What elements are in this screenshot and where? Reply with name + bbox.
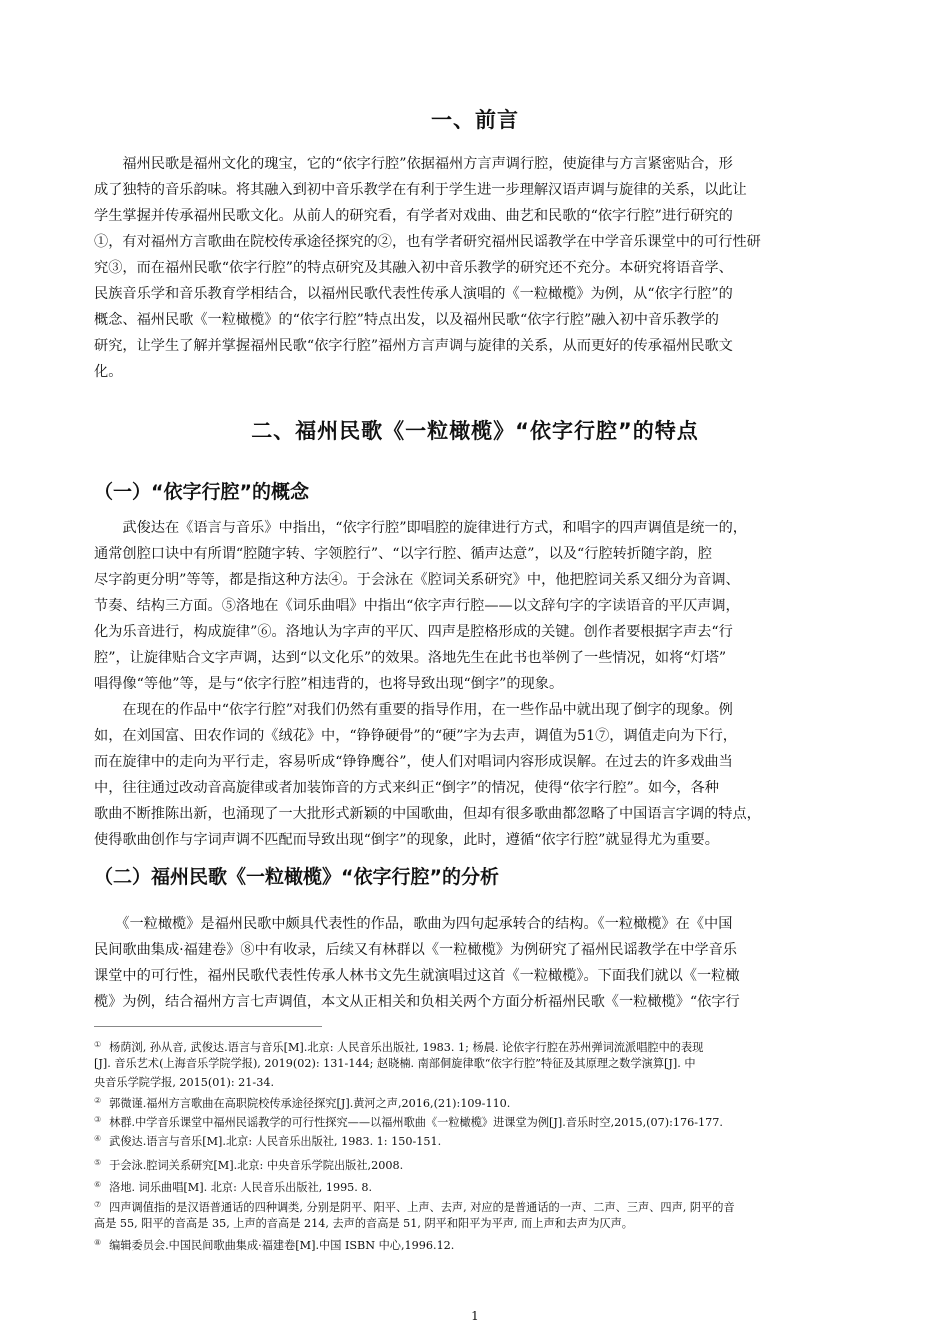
footnote-separator — [94, 1026, 322, 1027]
footnote-3 — [94, 1110, 864, 1129]
footnote-text: [J]. 音乐艺术(上海音乐学院学报), 2019(02): 131-144; 赵晓楠. 南部侗旋律歌“依字行腔”特征及其原理之数学演算[J]. 中 — [94, 1057, 696, 1070]
footnote-text: 于会泳.腔词关系研究[M].北京: 中央音乐学院出版社,2008. — [109, 1159, 404, 1172]
text-line: 歌曲不断推陈出新，也涌现了一大批形式新颖的中国歌曲，但却有很多歌曲都忽略了中国语言字调的特点， — [94, 806, 761, 822]
text-line: 成了独特的音乐韵味。将其融入到初中音乐教学在有利于学生进一步理解汉语声调与旋律的关系，以此让 — [94, 182, 747, 198]
footnote-mark: ⑧ — [94, 1238, 102, 1247]
footnote-mark: ⑥ — [94, 1180, 102, 1189]
text-line: 概念、福州民歌《一粒橄榄》的“依字行腔”特点出发，以及福州民歌“依字行腔”融入初中音乐教学的 — [94, 312, 719, 328]
text-line: 究③，而在福州民歌“依字行腔”的特点研究及其融入初中音乐教学的研究还不充分。本研究将语音学、 — [94, 260, 733, 276]
footnote-text: 杨荫浏, 孙从音, 武俊达.语言与音乐[M].北京: 人民音乐出版社, 1983. 1; 杨晨. 论依字行腔在苏州弹词流派唱腔中的表现 — [109, 1041, 704, 1054]
text-line: 在现在的作品中“依字行腔”对我们仍然有重要的指导作用，在一些作品中就出现了倒字的现象。例 — [94, 702, 733, 718]
footnote-text: 高是 55, 阳平的音高是 35, 上声的音高是 214, 去声的音高是 51, 阴平和阳平为平声, 而上声和去声为仄声。 — [94, 1217, 633, 1230]
text-line: 中，往往通过改动音高旋律或者加装饰音的方式来纠正“倒字”的情况，使得“依字行腔”。如今，各种 — [94, 780, 719, 796]
text-line: 《一粒橄榄》是福州民歌中颇具代表性的作品，歌曲为四句起承转合的结构。《一粒橄榄》在《中国 — [94, 916, 733, 932]
text-line: 福州民歌是福州文化的瑰宝，它的“依字行腔”依据福州方言声调行腔，使旋律与方言紧密贴合，形 — [94, 156, 733, 172]
footnote-text: 洛地. 词乐曲唱[M]. 北京: 人民音乐出版社, 1995. 8. — [109, 1181, 373, 1194]
text-line: 而在旋律中的走向为平行走，容易听成“铮铮鹰谷”，使人们对唱词内容形成误解。在过去的许多戏曲当 — [94, 754, 733, 770]
text-line: 民间歌曲集成·福建卷》⑧中有收录，后续又有林群以《一粒橄榄》为例研究了福州民谣教学在中学音乐 — [94, 942, 737, 958]
footnote-mark: ② — [94, 1096, 102, 1105]
footnote-8 — [94, 1233, 864, 1252]
subsection-heading-analysis: （二）福州民歌《一粒橄榄》“依字行腔”的分析 — [94, 866, 499, 888]
text-line: 化。 — [94, 364, 123, 380]
section-heading-preface: 一、前言 — [431, 108, 519, 132]
footnote-2 — [94, 1091, 864, 1110]
footnote-text: 四声调值指的是汉语普通话的四种调类, 分别是阴平、阳平、上声、去声, 对应的是普通话的一声、二声、三声、四声, 阴平的音 — [109, 1201, 735, 1214]
footnote-6 — [94, 1175, 864, 1194]
footnote-7 — [94, 1195, 864, 1233]
footnote-text: 武俊达.语言与音乐[M].北京: 人民音乐出版社, 1983. 1: 150-151. — [109, 1135, 442, 1148]
subsection-heading-concept: （一）“依字行腔”的概念 — [94, 481, 309, 503]
paragraph-concept-1 — [94, 515, 858, 697]
paragraph-analysis — [94, 911, 858, 1015]
footnote-mark: ⑤ — [94, 1158, 102, 1167]
footnote-5 — [94, 1153, 864, 1172]
footnote-text: 央音乐学院学报, 2015(01): 21-34. — [94, 1076, 274, 1089]
footnote-text: 林群.中学音乐课堂中福州民谣教学的可行性探究——以福州歌曲《一粒橄榄》进课堂为例[J].音乐时空,2015,(07):176-177. — [109, 1116, 723, 1129]
footnote-mark: ⑦ — [94, 1200, 102, 1209]
paragraph-concept-2 — [94, 697, 858, 853]
text-line: 研究，让学生了解并掌握福州民歌“依字行腔”福州方言声调与旋律的关系，从而更好的传承福州民歌文 — [94, 338, 733, 354]
paragraph-preface — [94, 151, 858, 385]
text-line: 如，在刘国富、田农作词的《绒花》中，“铮铮硬骨”的“硬”字为去声，调值为51⑦，调值走向为下行， — [94, 728, 737, 744]
footnote-4 — [94, 1129, 864, 1148]
text-line: ①，有对福州方言歌曲在院校传承途径探究的②，也有学者研究福州民谣教学在中学音乐课堂中的可行性研 — [94, 234, 761, 250]
text-line: 化为乐音进行，构成旋律”⑥。洛地认为字声的平仄、四声是腔格形成的关键。创作者要根据字声去“行 — [94, 624, 733, 640]
text-line: 腔”，让旋律贴合文字声调，达到“以文化乐”的效果。洛地先生在此书也举例了一些情况，如将“灯塔” — [94, 650, 727, 666]
text-line: 唱得像“等他”等，是与“依字行腔”相违背的，也将导致出现“倒字”的现象。 — [94, 676, 564, 692]
page-number: 1 — [471, 1309, 479, 1323]
text-line: 尽字韵更分明”等等，都是指这种方法④。于会泳在《腔词关系研究》中，他把腔词关系又细分为音调、 — [94, 572, 740, 588]
footnote-mark: ④ — [94, 1134, 102, 1143]
text-line: 武俊达在《语言与音乐》中指出，“依字行腔”即唱腔的旋律进行方式，和唱字的四声调值是统一的， — [94, 520, 747, 536]
footnote-text: 编辑委员会.中国民间歌曲集成·福建卷[M].中国 ISBN 中心,1996.12. — [109, 1239, 455, 1252]
footnote-1 — [94, 1035, 864, 1092]
text-line: 民族音乐学和音乐教育学相结合，以福州民歌代表性传承人演唱的《一粒橄榄》为例，从“依字行腔”的 — [94, 286, 733, 302]
text-line: 通常创腔口诀中有所谓“腔随字转、字领腔行”、“以字行腔、循声达意”，以及“行腔转折随字韵，腔 — [94, 546, 712, 562]
text-line: 学生掌握并传承福州民歌文化。从前人的研究看，有学者对戏曲、曲艺和民歌的“依字行腔”进行研究的 — [94, 208, 733, 224]
footnote-mark: ③ — [94, 1115, 102, 1124]
text-line: 节奏、结构三方面。⑤洛地在《词乐曲唱》中指出“依字声行腔——以文辞句字的字读语音的平仄声调， — [94, 598, 740, 614]
section-heading-features: 二、福州民歌《一粒橄榄》“依字行腔”的特点 — [251, 419, 699, 443]
text-line: 使得歌曲创作与字词声调不匹配而导致出现“倒字”的现象，此时，遵循“依字行腔”就显得尤为重要。 — [94, 832, 719, 848]
text-line: 榄》为例，结合福州方言七声调值，本文从正相关和负相关两个方面分析福州民歌《一粒橄榄》“依字行 — [94, 994, 740, 1010]
footnote-text: 郭微谨.福州方言歌曲在高职院校传承途径探究[J].黄河之声,2016,(21):109-110. — [109, 1097, 511, 1110]
text-line: 课堂中的可行性，福州民歌代表性传承人林书文先生就演唱过这首《一粒橄榄》。下面我们就以《一粒橄 — [94, 968, 740, 984]
footnote-mark: ① — [94, 1040, 102, 1049]
